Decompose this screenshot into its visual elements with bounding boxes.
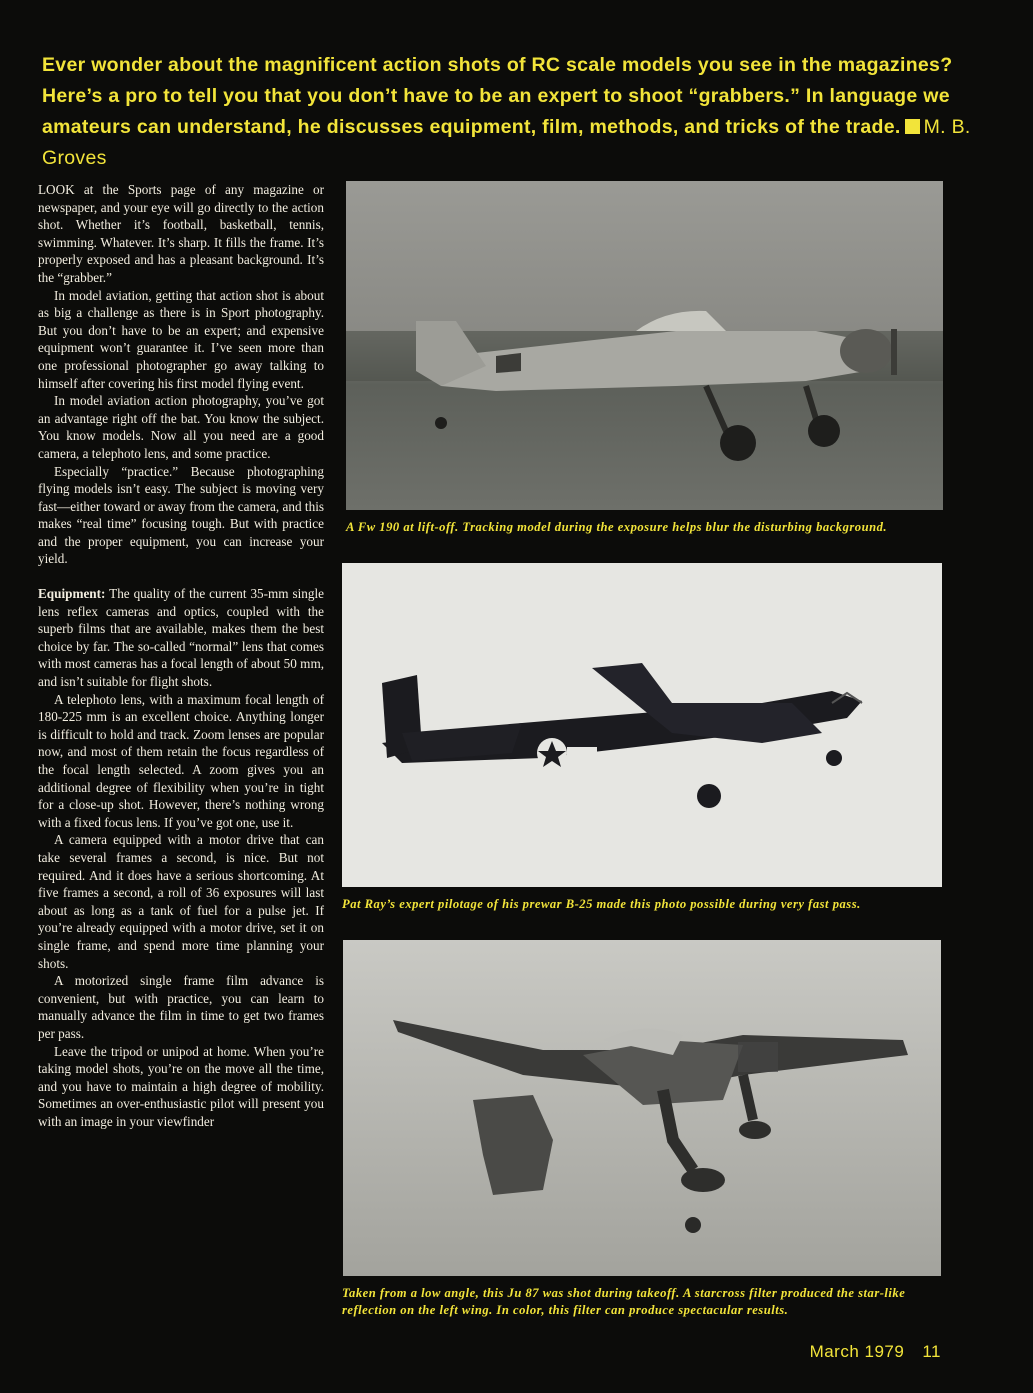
- issue-date: March 1979: [809, 1342, 905, 1361]
- article-body-column: [38, 181, 324, 1130]
- page-footer: [810, 1342, 941, 1362]
- paragraph-6: A telephoto lens, with a maximum focal length of 180-225 mm is an excellent choice. Anything longer is difficult to hold and track. Zoom lenses are popular now, and most of them retain the focus regardless of the focal length selected. A zoom gives you an additional degree of flexibility when you’re in tight for a close-up shot. However, there’s nothing wrong with a fixed focus lens. If you’ve got one, use it.: [38, 691, 324, 830]
- bullet-square-icon: [905, 119, 920, 134]
- photo-fw190: [346, 181, 943, 510]
- paragraph-8: A motorized single frame film advance is convenient, but with practice, you can learn to manually advance the film in time to get two frames per pass.: [38, 973, 324, 1041]
- page-number: 11: [922, 1342, 941, 1361]
- paragraph-2: In model aviation, getting that action shot is about as big a challenge as there is in Sport photography. But you don’t have to be an expert; and expensive equipment won’t guarantee it. I’ve seen more than one professional photographer go away talking to himself after covering his first model flying event.: [38, 287, 324, 391]
- intro-text: Ever wonder about the magnificent action shots of RC scale models you see in the magazines? Here’s a pro to tell you that you don’t have to be an expert to shoot “grabbers.” In language we amateurs can understand, he discusses equipment, film, methods, and tricks of the trade.: [42, 54, 953, 138]
- author-byline: M. B. Groves: [42, 116, 971, 169]
- paragraph-1: LOOK at the Sports page of any magazine or newspaper, and your eye will go directly to the action shot. Whether it’s football, basketball, tennis, swimming. Whatever. It’s sharp. It fills the frame. It’s properly exposed and has a pleasant background. It’s the “grabber.”: [38, 182, 324, 285]
- photo-ju87: [343, 940, 941, 1276]
- b25-illustration: [342, 563, 942, 887]
- caption-photo-b25: Pat Ray’s expert pilotage of his prewar B-25 made this photo possible during very fast pass.: [342, 897, 861, 911]
- photo-b25: [342, 563, 942, 887]
- section-heading-equipment: Equipment:: [38, 586, 106, 602]
- paragraph-5: The quality of the current 35-mm single lens reflex cameras and optics, coupled with the superb films that are available, makes them the best choice by far. The so-called “normal” lens that comes with most cameras has a focal length of about 50 mm, and isn’t suitable for flight shots.: [38, 586, 324, 690]
- intro-blurb: [42, 50, 1002, 174]
- paragraph-9: Leave the tripod or unipod at home. When you’re taking model shots, you’re on the move all the time, and you have to maintain a high degree of mobility. Sometimes an over-enthusiastic pilot will present you with an image in your viewfinder: [38, 1043, 324, 1129]
- paragraph-equipment: [38, 585, 324, 691]
- caption-photo-ju87: Taken from a low angle, this Ju 87 was shot during takeoff. A starcross filter produced the star-like reflection on the left wing. In color, this filter can produce spectacular results.: [342, 1286, 906, 1317]
- caption-photo-fw190: A Fw 190 at lift-off. Tracking model during the exposure helps blur the disturbing background.: [346, 520, 888, 534]
- paragraph-3: In model aviation action photography, you’ve got an advantage right off the bat. You know the subject. You know models. Now all you need are a good camera, a telephoto lens, and some practice.: [38, 393, 324, 461]
- paragraph-7: A camera equipped with a motor drive that can take several frames a second, is nice. But not required. And it does have a serious shortcoming. At five frames a second, a roll of 36 exposures will last about as long as a tank of fuel for a pulse jet. If you’re already equipped with a motor drive, set it on single frame, and spend more time planning your shots.: [38, 832, 324, 971]
- paragraph-4: Especially “practice.” Because photographing flying models isn’t easy. The subject is moving very fast—either toward or away from the camera, and this makes “real time” focusing tough. But with practice and the proper equipment, you can increase your yield.: [38, 463, 324, 567]
- fw190-illustration: [346, 181, 943, 510]
- ju87-illustration: [343, 940, 941, 1276]
